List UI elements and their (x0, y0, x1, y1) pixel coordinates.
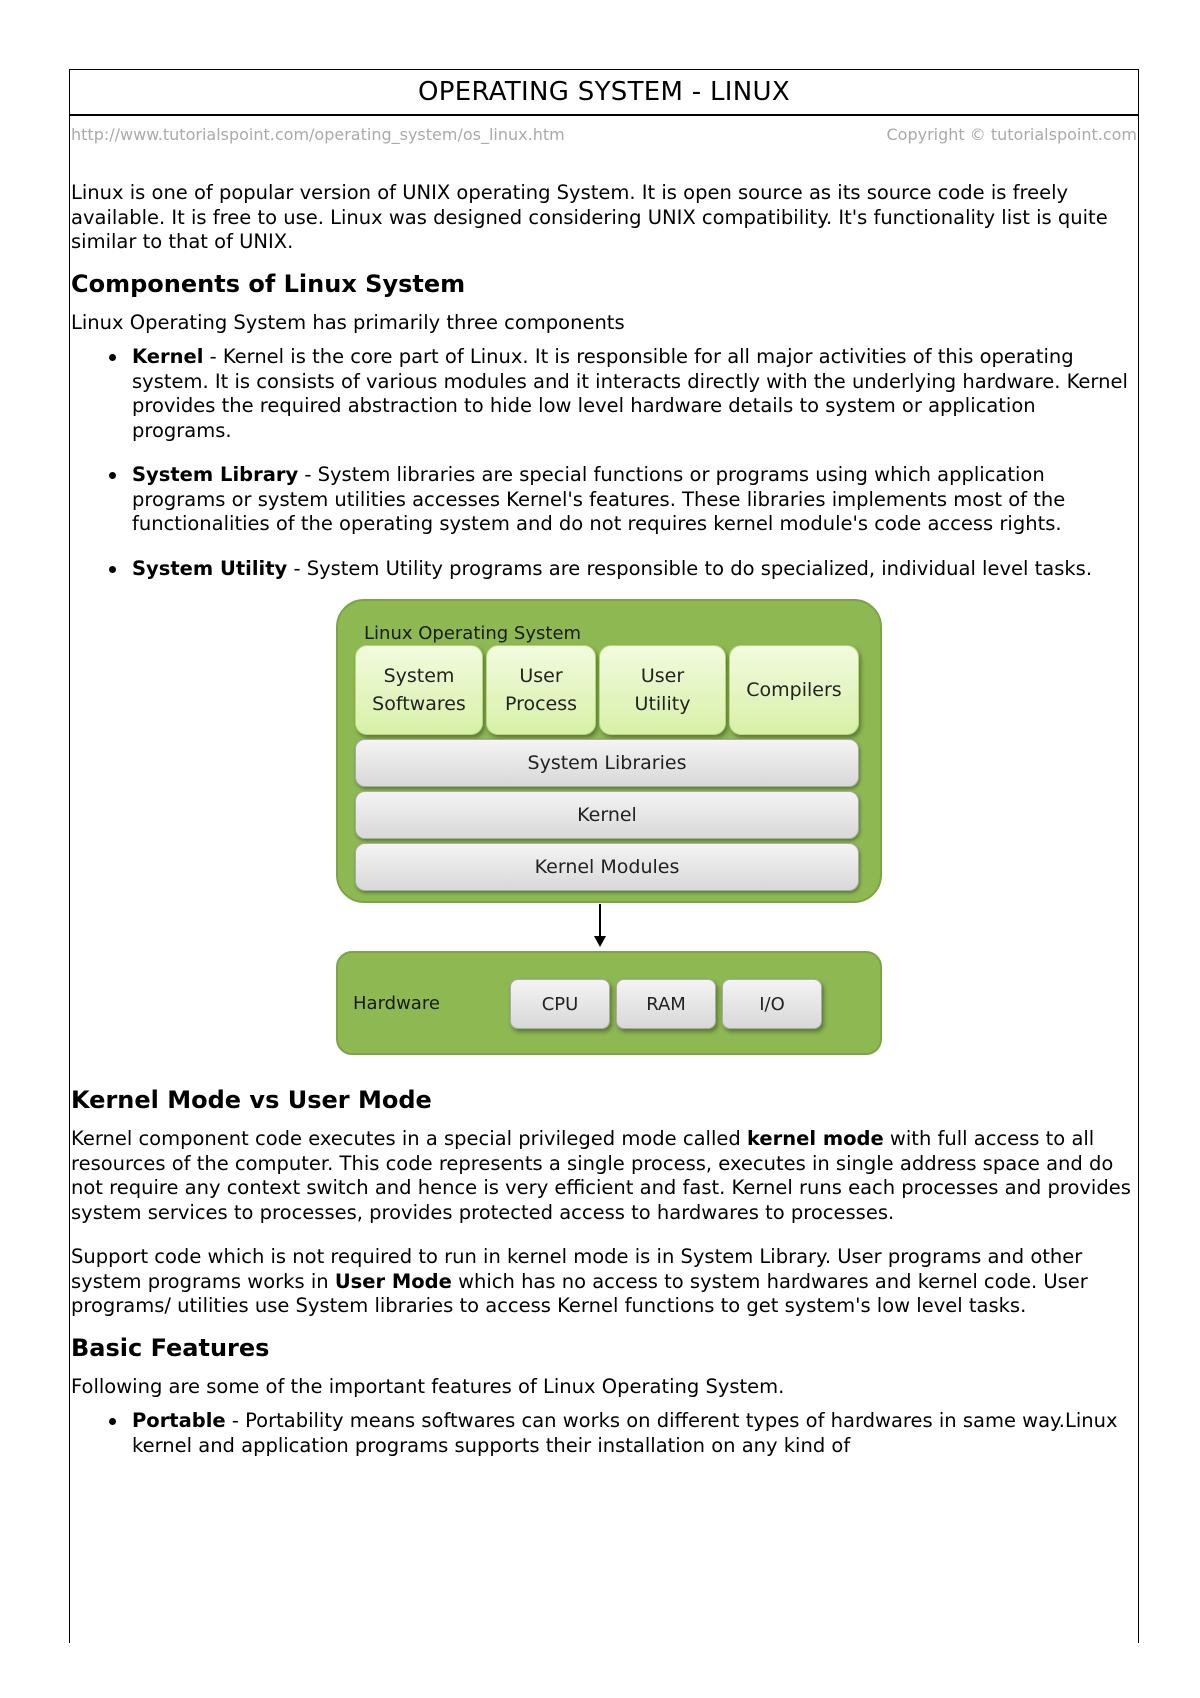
list-item-desc: - Portability means softwares can works on different types of hardwares in same way.Linux kernel and application programs supports their installation on any kind of (132, 1409, 1118, 1457)
os-label: Linux Operating System (364, 623, 582, 644)
tile-compilers (729, 645, 859, 735)
list-item (71, 345, 1138, 443)
hardware-label: Hardware (353, 993, 440, 1014)
tile-line: User (640, 665, 685, 687)
text-span: with full access to all resources of the computer. This code represents a single process, executes in single address space and do not require any context switch and hence is very efficient and fast. Kernel runs each processes and provides system services to processes, provides protected access to hardwares to processes. (71, 1127, 1131, 1224)
title-bar (70, 70, 1138, 116)
tile-user-utility (599, 645, 726, 735)
hardware-io (722, 979, 822, 1029)
list-item-desc: - System libraries are special functions or programs using which application programs or system utilities accesses Kernel's features. These libraries implements most of the functionalities of the operating system and do not requires kernel module's code access rights. (132, 463, 1066, 535)
hardware-item-label: RAM (646, 993, 686, 1015)
page-title: OPERATING SYSTEM - LINUX (418, 77, 790, 107)
layer-label: Kernel Modules (534, 856, 680, 878)
list-item-term: System Library (132, 463, 299, 486)
layer-kernel (355, 791, 859, 839)
tile-line: User (519, 665, 563, 687)
tile-line: Compilers (746, 679, 842, 701)
text-span: which has no access to system hardwares and kernel code. User programs/ utilities use System libraries to access Kernel functions to get system's low level tasks. (71, 1269, 1088, 1317)
layer-label: System Libraries (527, 752, 687, 774)
features-list (71, 1409, 1138, 1458)
hardware-item-label: I/O (759, 993, 785, 1015)
linux-architecture-diagram (71, 599, 1139, 1071)
text-span: Support code which is not required to run in kernel mode is in System Library. User programs and other system programs works in (71, 1245, 1083, 1293)
list-item-desc: - Kernel is the core part of Linux. It is responsible for all major activities of this operating system. It is consists of various modules and it interacts directly with the underlying hardware. Kernel provides the required abstraction to hide low level hardware details to system or application programs. (132, 345, 1128, 442)
tile-line: Softwares (372, 693, 466, 715)
arrow-line (599, 904, 601, 940)
list-item (71, 1409, 1138, 1458)
hardware-item-label: CPU (541, 993, 579, 1015)
os-container (336, 599, 882, 903)
kernel-mode-term: kernel mode (746, 1127, 884, 1150)
features-heading: Basic Features (71, 1333, 270, 1362)
list-item (71, 463, 1138, 537)
components-heading: Components of Linux System (71, 269, 466, 298)
layer-kernel-modules (355, 843, 859, 891)
list-item-term: Kernel (132, 345, 204, 368)
modes-paragraph-1 (71, 1127, 1138, 1225)
source-url[interactable]: http://www.tutorialspoint.com/operating_system/os_linux.htm (71, 124, 565, 144)
features-lead: Following are some of the important features of Linux Operating System. (71, 1374, 785, 1398)
list-item-term: System Utility (132, 556, 288, 580)
tile-line: Process (504, 693, 578, 715)
tile-user-process (486, 645, 596, 735)
arrow-down-icon (594, 936, 606, 947)
layer-label: Kernel (577, 804, 637, 826)
tile-line: Utility (634, 693, 691, 715)
page-frame (69, 69, 1139, 1643)
hardware-ram (616, 979, 716, 1029)
list-item-desc: - System Utility programs are responsible to do specialized, individual level tasks. (287, 556, 1093, 580)
components-lead: Linux Operating System has primarily three components (71, 310, 625, 334)
components-list (71, 345, 1138, 581)
hardware-container (336, 951, 882, 1055)
modes-paragraph-2 (71, 1245, 1138, 1319)
tile-system-softwares (355, 645, 483, 735)
meta-row (70, 116, 1138, 150)
hardware-cpu (510, 979, 610, 1029)
list-item-term: Portable (132, 1409, 226, 1432)
user-mode-term: User Mode (334, 1269, 452, 1293)
copyright-notice: Copyright © tutorialspoint.com (886, 124, 1137, 144)
layer-system-libraries (355, 739, 859, 787)
tile-line: System (383, 665, 455, 687)
text-span: Kernel component code executes in a special privileged mode called (71, 1127, 747, 1150)
article-content (70, 181, 1138, 1458)
intro-paragraph: Linux is one of popular version of UNIX operating System. It is open source as its source code is freely available. It is free to use. Linux was designed considering UNIX compatibility. It's functionality list is quite similar to that of UNIX. (71, 181, 1108, 253)
list-item (71, 557, 1138, 582)
modes-heading: Kernel Mode vs User Mode (71, 1086, 432, 1114)
